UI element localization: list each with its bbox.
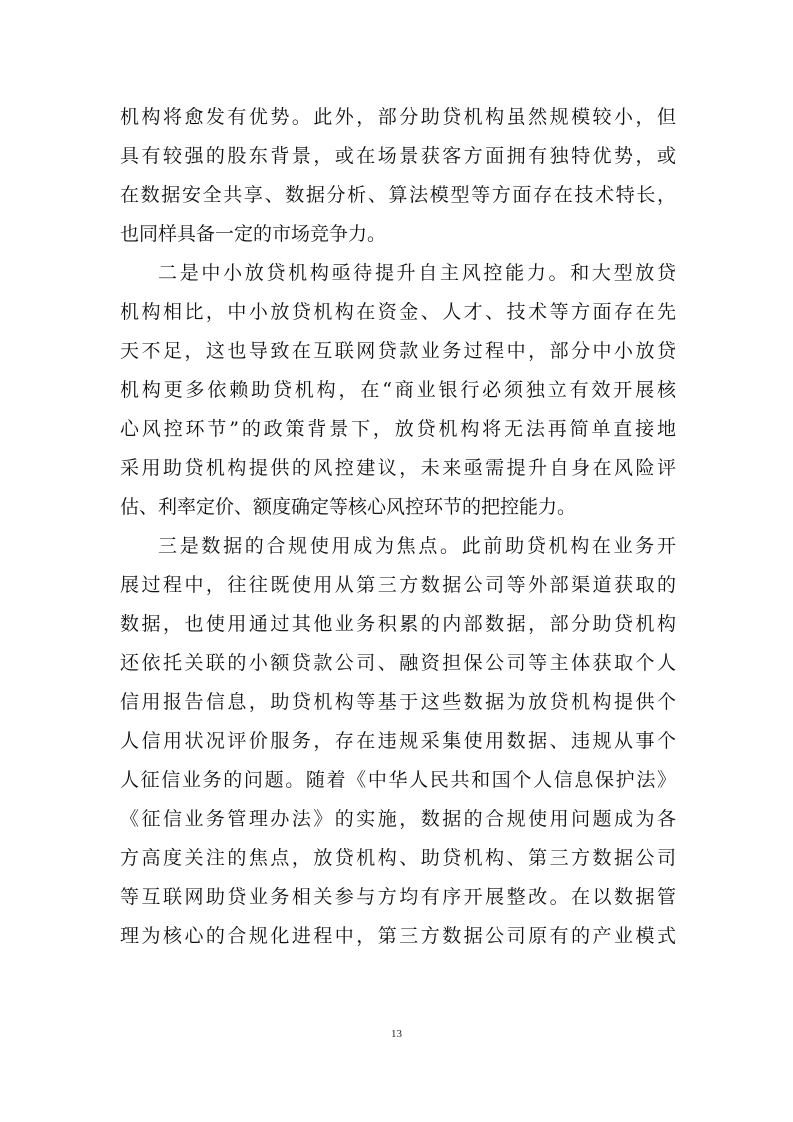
paragraph-continuation <box>120 98 676 254</box>
text-line: 机构更多依赖助贷机构，在“商业银行必须独立有效开展核 <box>120 379 676 401</box>
text-line: 也同样具备一定的市场竞争力。 <box>120 223 387 245</box>
text-line: 信用报告信息，助贷机构等基于这些数据为放贷机构提供个 <box>120 691 676 713</box>
text-line: 心风控环节”的政策背景下，放贷机构将无法再简单直接地 <box>120 418 676 440</box>
text-line: 人信用状况评价服务，存在违规采集使用数据、违规从事个 <box>120 730 676 752</box>
text-line: 机构相比，中小放贷机构在资金、人才、技术等方面存在先 <box>120 301 676 323</box>
paragraph-risk-control <box>120 254 676 527</box>
paragraph-data-compliance <box>120 527 676 956</box>
text-line: 二是中小放贷机构亟待提升自主风控能力。和大型放贷 <box>158 262 676 284</box>
body-text <box>120 98 676 956</box>
text-line: 三是数据的合规使用成为焦点。此前助贷机构在业务开 <box>158 535 676 557</box>
text-line: 等互联网助贷业务相关参与方均有序开展整改。在以数据管 <box>120 886 676 908</box>
text-line: 展过程中，往往既使用从第三方数据公司等外部渠道获取的 <box>120 574 676 596</box>
text-line: 在数据安全共享、数据分析、算法模型等方面存在技术特长， <box>120 184 676 206</box>
page-number: 13 <box>391 1028 402 1040</box>
text-line: 人征信业务的问题。随着《中华人民共和国个人信息保护法》 <box>120 769 676 791</box>
text-line: 《征信业务管理办法》的实施，数据的合规使用问题成为各 <box>120 808 676 830</box>
text-line: 数据，也使用通过其他业务积累的内部数据，部分助贷机构 <box>120 613 676 635</box>
text-line: 具有较强的股东背景，或在场景获客方面拥有独特优势，或 <box>120 145 676 167</box>
text-line: 估、利率定价、额度确定等核心风控环节的把控能力。 <box>120 496 577 518</box>
text-line: 采用助贷机构提供的风控建议，未来亟需提升自身在风险评 <box>120 457 676 479</box>
text-line: 机构将愈发有优势。此外，部分助贷机构虽然规模较小，但 <box>120 106 676 128</box>
text-line: 天不足，这也导致在互联网贷款业务过程中，部分中小放贷 <box>120 340 676 362</box>
text-line: 方高度关注的焦点，放贷机构、助贷机构、第三方数据公司 <box>120 847 676 869</box>
text-line: 理为核心的合规化进程中，第三方数据公司原有的产业模式 <box>120 925 676 947</box>
text-line: 还依托关联的小额贷款公司、融资担保公司等主体获取个人 <box>120 652 676 674</box>
